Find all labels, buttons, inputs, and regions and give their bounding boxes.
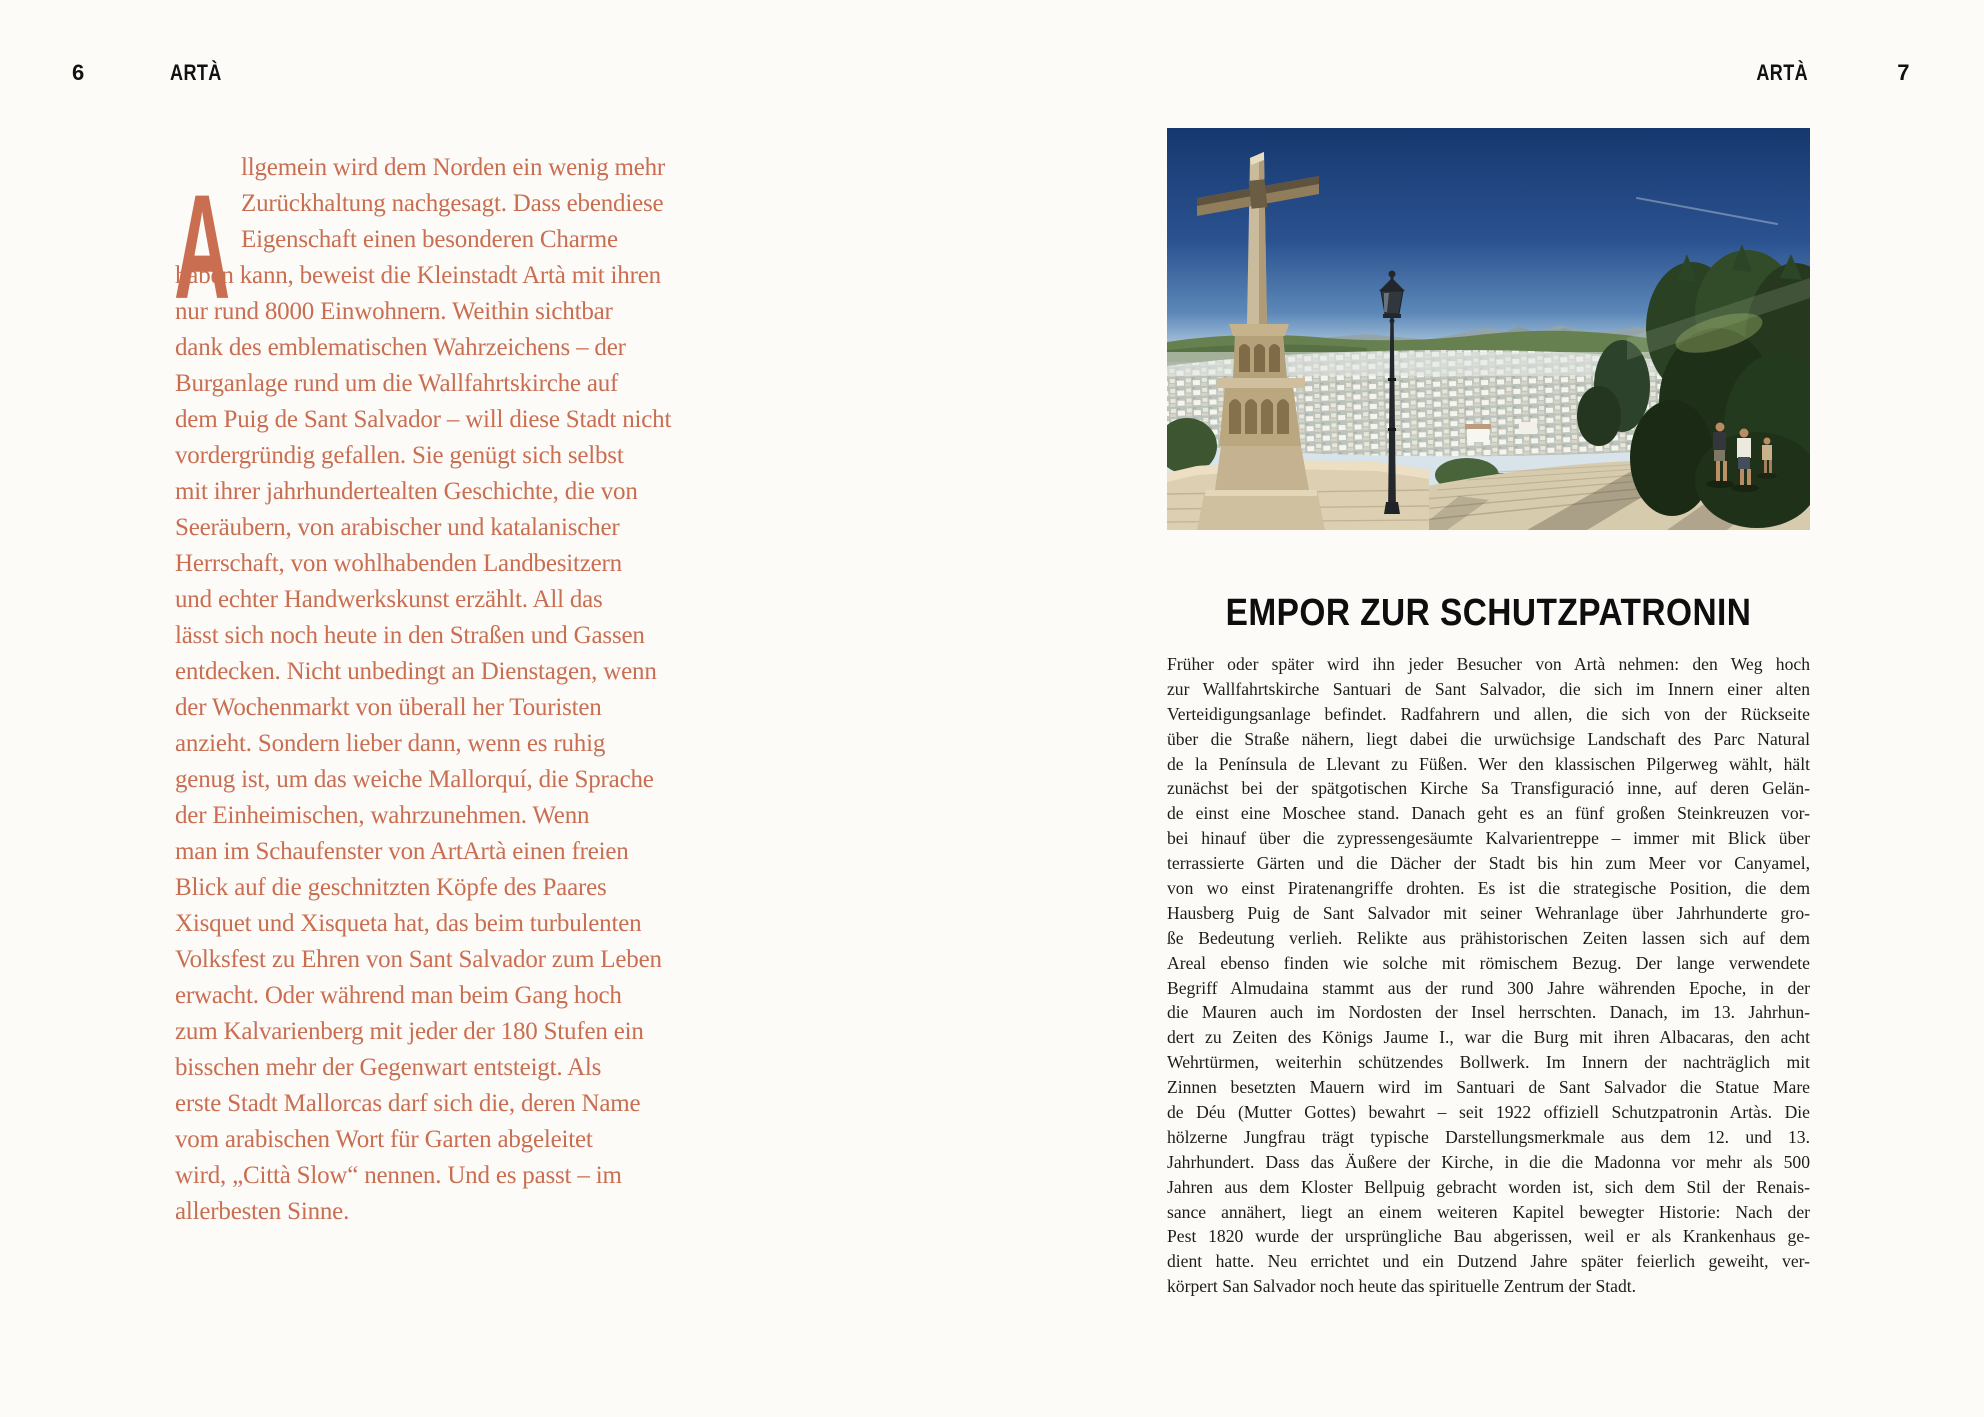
drop-cap: A — [174, 164, 231, 331]
running-head-left: ARTÀ — [170, 60, 222, 85]
text-line: Zinnen besetzten Mauern wird im Santuari de Sant Salvador die Statue Mare — [1167, 1077, 1810, 1098]
text-line: von wo einst Piratenangriffe drohten. Es ist die strategische Position, die dem — [1167, 878, 1810, 899]
text-line: dank des emblematischen Wahrzeichens – der — [175, 334, 626, 361]
text-line: terrassierte Gärten und die Dächer der Stadt bis hin zum Meer vor Canyamel, — [1167, 853, 1810, 874]
text-line: Blick auf die geschnitzten Köpfe des Paares — [175, 874, 607, 901]
text-line: erste Stadt Mallorcas darf sich die, deren Name — [175, 1090, 641, 1117]
text-line: Begriff Almudaina stammt aus der rund 300 Jahre währenden Epoche, in der — [1167, 977, 1810, 998]
text-line: man im Schaufenster von ArtArtà einen freien — [175, 838, 629, 865]
text-line: dem Puig de Sant Salvador – will diese Stadt nicht — [175, 406, 672, 433]
photo-sant-salvador-view — [1167, 128, 1810, 530]
text-line: über die Straße nähern, liegt dabei die urwüchsige Landschaft des Parc Natural — [1167, 728, 1810, 749]
text-line: Herrschaft, von wohlhabenden Landbesitzern — [175, 550, 622, 577]
section-heading: EMPOR ZUR SCHUTZPATRONIN — [1225, 592, 1752, 634]
intro-paragraph — [175, 150, 735, 1230]
text-line: Seeräubern, von arabischer und katalanischer — [175, 514, 620, 541]
text-line: entdecken. Nicht unbedingt an Dienstagen, wenn — [175, 658, 657, 685]
text-line: vom arabischen Wort für Garten abgeleitet — [175, 1126, 593, 1153]
text-line: de la Península de Llevant zu Füßen. Wer den klassischen Pilgerweg wählt, hält — [1167, 753, 1810, 774]
text-line: körpert San Salvador noch heute das spirituelle Zentrum der Stadt. — [1167, 1276, 1637, 1297]
text-line: bei hinauf über die zypressengesäumte Kalvarientreppe – immer mit Blick über — [1167, 828, 1810, 849]
running-head-right: ARTÀ — [1756, 60, 1808, 85]
text-line: zur Wallfahrtskirche Santuari de Sant Salvador, die sich im Innern einer alten — [1167, 678, 1810, 699]
text-line: zunächst bei der spätgotischen Kirche Sa Transfiguració inne, auf deren Gelän- — [1167, 778, 1810, 799]
text-line: de einst eine Moschee stand. Danach geht es an fünf großen Steinkreuzen vor- — [1167, 803, 1810, 824]
text-line: nur rund 8000 Einwohnern. Weithin sichtbar — [175, 298, 613, 325]
text-line: llgemein wird dem Norden ein wenig mehr — [241, 154, 666, 181]
text-line: vordergründig gefallen. Sie genügt sich selbst — [175, 442, 624, 469]
text-line: Xisquet und Xisqueta hat, das beim turbulenten — [175, 910, 642, 937]
text-line: haben kann, beweist die Kleinstadt Artà mit ihren — [175, 262, 661, 289]
text-line: Eigenschaft einen besonderen Charme — [241, 226, 618, 253]
text-line: die Mauren auch im Nordosten der Insel herrschten. Danach, im 13. Jahrhun- — [1167, 1002, 1810, 1023]
text-line: bisschen mehr der Gegenwart entsteigt. Als — [175, 1054, 602, 1081]
text-line: Burganlage rund um die Wallfahrtskirche auf — [175, 370, 619, 397]
text-line: der Wochenmarkt von überall her Touristen — [175, 694, 602, 721]
text-line: ße Bedeutung verlieh. Relikte aus prähistorischen Zeiten lassen sich auf dem — [1167, 927, 1810, 948]
text-line: Verteidigungsanlage befindet. Radfahrern und allen, die sich von der Rückseite — [1167, 703, 1810, 724]
text-line: lässt sich noch heute in den Straßen und Gassen — [175, 622, 645, 649]
text-line: dert zu Zeiten des Königs Jaume I., war die Burg mit ihren Albacaras, den acht — [1167, 1027, 1810, 1048]
text-line: genug ist, um das weiche Mallorquí, die Sprache — [175, 766, 654, 793]
page-number-right: 7 — [1897, 60, 1910, 85]
text-line: mit ihrer jahrhundertealten Geschichte, die von — [175, 478, 638, 505]
text-line: hölzerne Jungfrau trägt typische Darstellungsmerkmale aus dem 12. und 13. — [1167, 1126, 1810, 1147]
text-line: Wehrtürmen, weiterhin schützendes Bollwerk. Im Innern der nachträglich mit — [1167, 1052, 1810, 1073]
photo-illustration — [1167, 128, 1810, 530]
text-line: anzieht. Sondern lieber dann, wenn es ruhig — [175, 730, 606, 757]
text-line: erwacht. Oder während man beim Gang hoch — [175, 982, 622, 1009]
text-line: Hausberg Puig de Sant Salvador mit seiner Wehranlage über Jahrhunderte gro- — [1167, 902, 1810, 923]
text-line: zum Kalvarienberg mit jeder der 180 Stufen ein — [175, 1018, 644, 1045]
text-line: dient hatte. Neu errichtet und ein Dutzend Jahre später feierlich geweiht, ver- — [1167, 1251, 1810, 1272]
text-line: wird, „Città Slow“ nennen. Und es passt – im — [175, 1162, 622, 1189]
page-number-left: 6 — [72, 60, 85, 85]
text-line: der Einheimischen, wahrzunehmen. Wenn — [175, 802, 590, 829]
text-line: Areal ebenso finden wie solche mit römischem Bezug. Der lange verwendete — [1167, 952, 1810, 973]
text-line: Zurückhaltung nachgesagt. Dass ebendiese — [241, 190, 664, 217]
text-line: Jahren aus dem Kloster Bellpuig gebracht worden ist, sich dem Stil der Renais- — [1167, 1176, 1810, 1197]
text-line: Jahrhundert. Dass das Äußere der Kirche, in die die Madonna vor mehr als 500 — [1167, 1151, 1810, 1172]
text-line: Pest 1820 wurde der ursprüngliche Bau abgerissen, weil er als Krankenhaus ge- — [1167, 1226, 1810, 1247]
text-line: allerbesten Sinne. — [175, 1198, 350, 1225]
text-line: Volksfest zu Ehren von Sant Salvador zum Leben — [175, 946, 662, 973]
text-line: de Déu (Mutter Gottes) bewahrt – seit 1922 offiziell Schutzpatronin Artàs. Die — [1167, 1102, 1810, 1123]
text-line: Früher oder später wird ihn jeder Besucher von Artà nehmen: den Weg hoch — [1167, 654, 1810, 674]
text-line: sance annähert, liegt an einem weiteren Kapitel bewegter Historie: Nach der — [1167, 1201, 1810, 1222]
body-paragraph — [1167, 652, 1810, 1299]
text-line: und echter Handwerkskunst erzählt. All das — [175, 586, 603, 613]
